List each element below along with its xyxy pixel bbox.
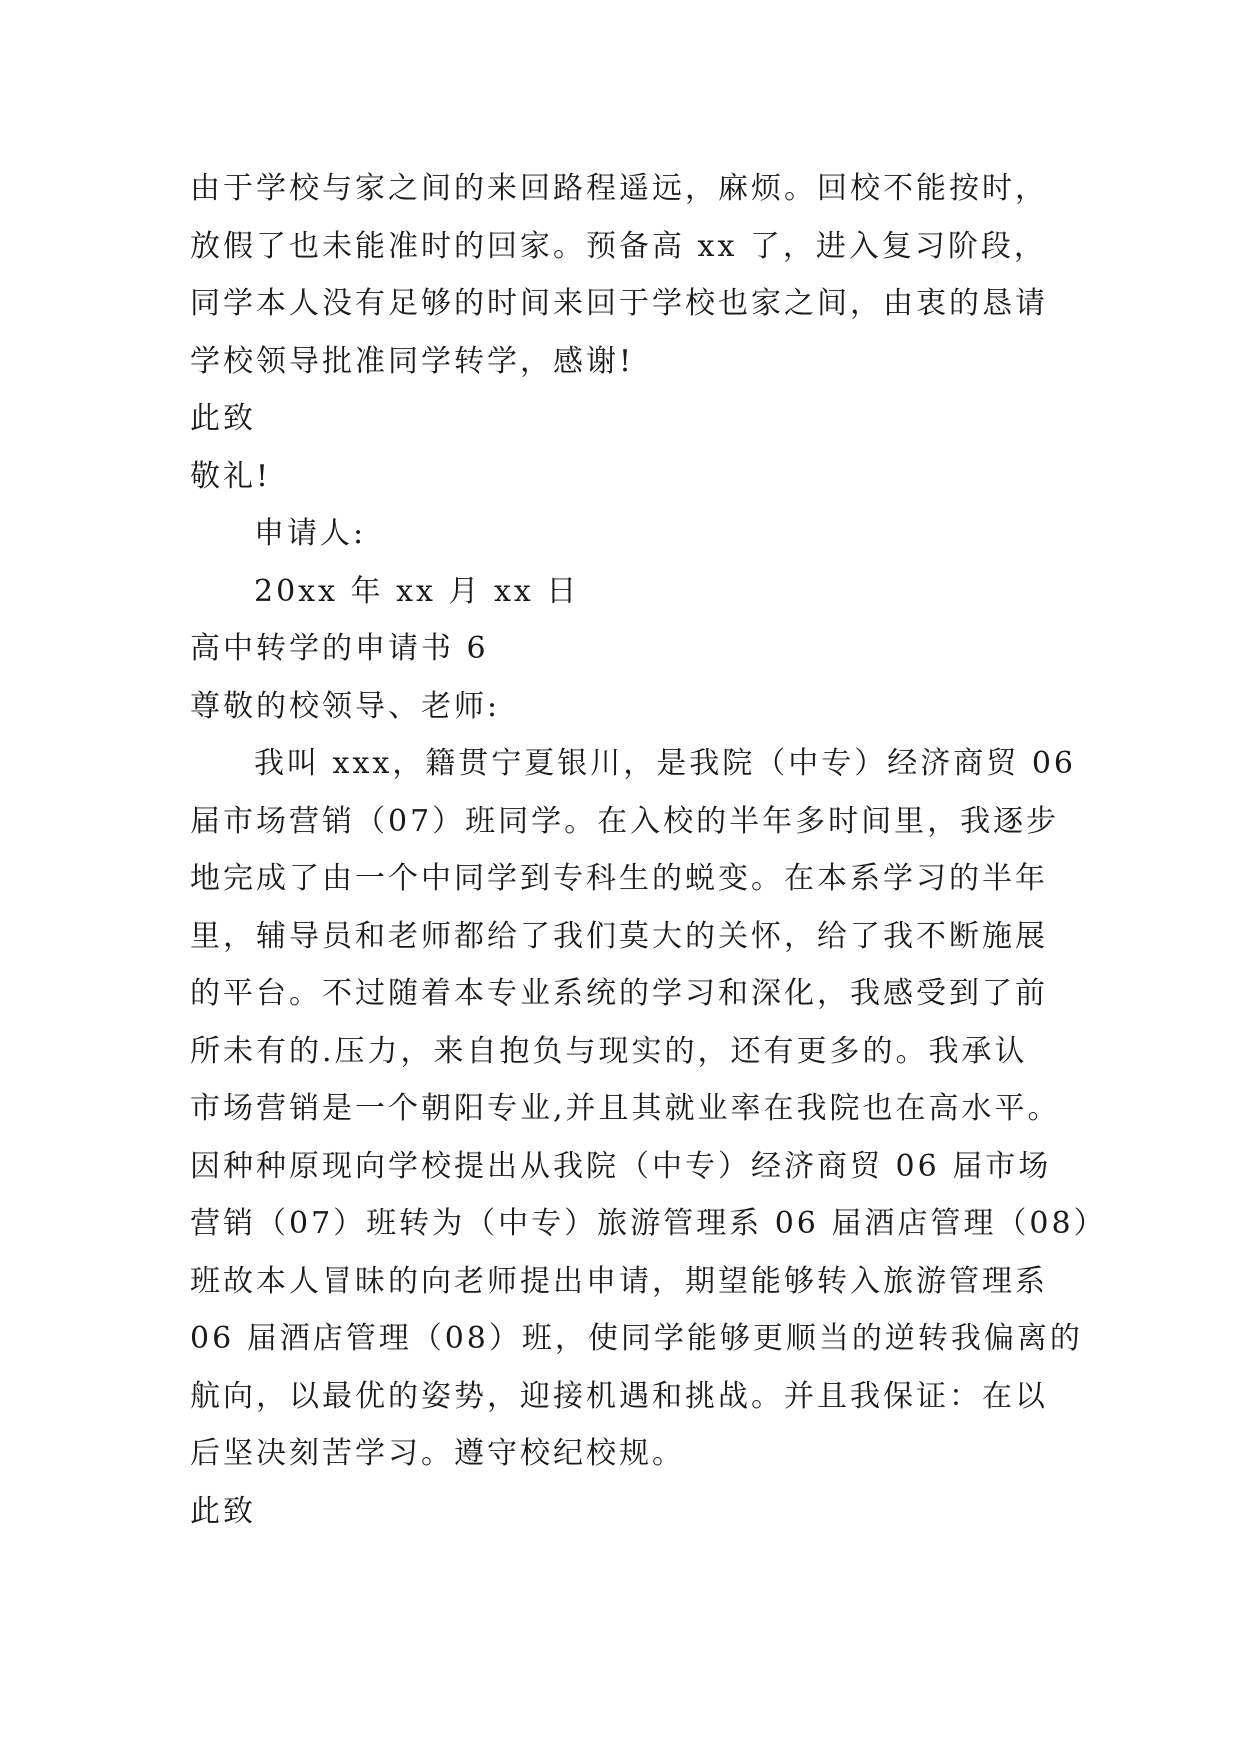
paragraph-line: 我叫 xxx，籍贯宁夏银川，是我院（中专）经济商贸 06 (254, 746, 1077, 781)
greeting-line: 尊敬的校领导、老师: (190, 688, 501, 724)
paragraph-line: 放假了也未能准时的回家。预备高 xx 了，进入复习阶段， (190, 228, 1047, 264)
paragraph-line: 班故本人冒昧的向老师提出申请，期望能够转入旅游管理系 (190, 1263, 1048, 1299)
salutation-line: 敬礼! (190, 458, 272, 494)
paragraph-line: 同学本人没有足够的时间来回于学校也家之间，由衷的恳请 (190, 286, 1048, 321)
paragraph-line: 因种种原现向学校提出从我院（中专）经济商贸 06 届市场 (190, 1148, 1052, 1184)
paragraph-line: 的平台。不过随着本专业系统的学习和深化，我感受到了前 (190, 976, 1048, 1011)
paragraph-line: 营销（07）班转为（中专）旅游管理系 06 届酒店管理（08） (190, 1206, 1107, 1241)
date-line: 20xx 年 xx 月 xx 日 (254, 573, 580, 609)
paragraph-line: 里，辅导员和老师都给了我们莫大的关怀，给了我不断施展 (190, 918, 1048, 954)
paragraph-line: 后坚决刻苦学习。遵守校纪校规。 (190, 1436, 685, 1471)
paragraph-line: 由于学校与家之间的来回路程遥远，麻烦。回校不能按时， (190, 171, 1048, 206)
paragraph-line: 地完成了由一个中同学到专科生的蜕变。在本系学习的半年 (190, 861, 1048, 896)
paragraph-line: 航向，以最优的姿势，迎接机遇和挑战。并且我保证：在以 (190, 1378, 1048, 1414)
paragraph-line: 市场营销是一个朝阳专业,并且其就业率在我院也在高水平。 (190, 1091, 1061, 1126)
paragraph-line: 届市场营销（07）班同学。在入校的半年多时间里，我逐步 (190, 803, 1060, 839)
paragraph-line: 所未有的.压力，来自抱负与现实的，还有更多的。我承认 (190, 1033, 1028, 1069)
closing-line: 此致 (190, 1493, 256, 1529)
paragraph-line: 学校领导批准同学转学，感谢! (190, 343, 635, 379)
paragraph-line: 06 届酒店管理（08）班，使同学能够更顺当的逆转我偏离的 (190, 1321, 1083, 1356)
applicant-label: 申请人: (254, 516, 367, 551)
document-body (190, 160, 1107, 1540)
closing-line: 此致 (190, 401, 256, 436)
section-heading: 高中转学的申请书 6 (190, 631, 489, 666)
